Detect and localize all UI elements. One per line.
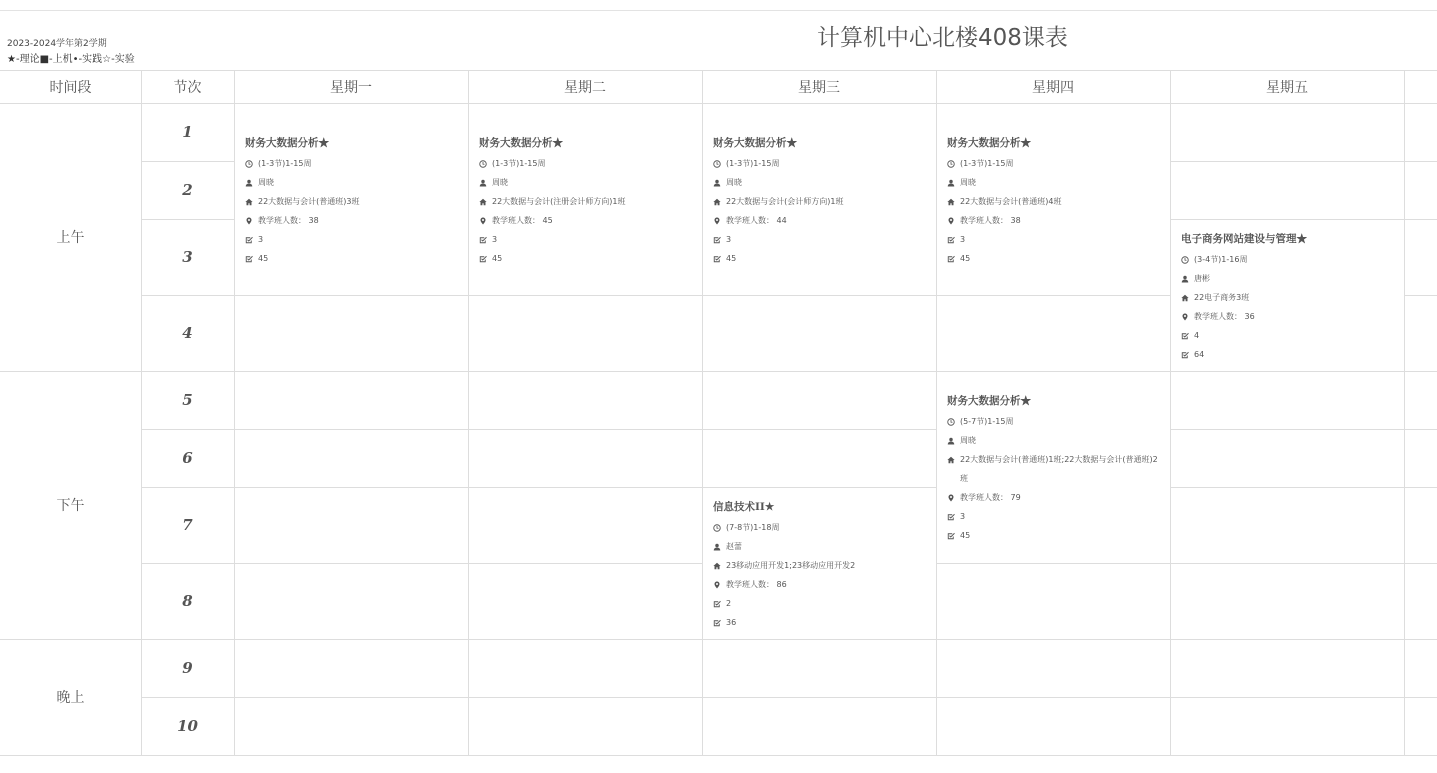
column-header-tuesday: 星期二 [564,80,606,96]
course-card[interactable] [479,135,699,268]
course-teacher-row [1181,269,1401,288]
course-time-row [713,518,933,537]
course-time: (1-3节)1-15周 [492,159,546,168]
course-teacher: 赵蕾 [726,542,742,551]
course-value-b: 45 [960,254,971,263]
course-name: 财务大数据分析★ [713,137,797,149]
home-icon [1181,288,1194,307]
grid-line [468,487,702,488]
grid-line [1170,563,1404,564]
course-teacher-row [713,173,933,192]
period-number: 7 [182,516,193,534]
course-time-row [1181,250,1401,269]
grid-line [1404,161,1437,162]
grid-line [1170,487,1404,488]
course-time: (7-8节)1-18周 [726,523,780,532]
course-value-b-row [479,249,699,268]
course-classes: 22电子商务3班 [1194,293,1250,302]
clock-icon [245,154,258,173]
course-classes: 22大数据与会计(普通班)3班 [258,197,360,206]
timetable-header [0,11,1437,71]
column-header-period: 节次 [173,80,202,96]
check-square-icon [947,526,960,545]
course-students: 教学班人数： 79 [960,493,1021,502]
grid-line [468,697,702,698]
course-time-row [713,154,933,173]
course-value-b: 36 [726,618,737,627]
user-icon [479,173,492,192]
slot-evening: 晚上 [56,690,85,706]
home-icon [713,556,726,575]
course-time-row [947,154,1167,173]
course-students: 教学班人数： 45 [492,216,553,225]
grid-line [468,563,702,564]
grid-line [1404,295,1437,296]
map-marker-icon [947,488,960,507]
map-marker-icon [713,211,726,230]
user-icon [1181,269,1194,288]
course-time-row [947,412,1163,431]
course-value-a: 3 [726,235,732,244]
course-classes: 23移动应用开发1;23移动应用开发2 [726,561,856,570]
course-card[interactable] [1181,231,1401,364]
course-teacher-row [479,173,699,192]
course-classes-row [947,450,1163,488]
clock-icon [947,154,960,173]
course-value-b-row [947,526,1163,545]
column-header-timeslot: 时间段 [49,80,92,96]
course-classes: 22大数据与会计(注册会计师方向)1班 [492,197,626,206]
grid-line [702,487,936,488]
grid-line [234,697,468,698]
grid-line [1170,697,1404,698]
check-square-icon [1181,345,1194,364]
course-value-b-row [1181,345,1401,364]
user-icon [947,431,960,450]
home-icon [947,192,960,211]
course-students: 教学班人数： 36 [1194,312,1255,321]
grid-line [936,563,1170,564]
course-classes-row [713,192,933,211]
user-icon [947,173,960,192]
course-value-a-row [1181,326,1401,345]
course-classes-row [479,192,699,211]
column-header-friday: 星期五 [1266,80,1308,96]
course-students-row [1181,307,1401,326]
course-time-row [479,154,699,173]
course-teacher-row [713,537,933,556]
course-name: 信息技术II★ [713,501,775,513]
slot-morning: 上午 [56,230,85,246]
grid-line [702,71,703,755]
user-icon [713,173,726,192]
grid-line [1404,697,1437,698]
home-icon [947,450,960,469]
check-square-icon [713,613,726,632]
course-teacher: 周晓 [258,178,274,187]
course-value-a: 4 [1194,331,1200,340]
course-time-row [245,154,465,173]
grid-line [936,295,1170,296]
course-value-a: 3 [960,512,966,521]
course-teacher-row [245,173,465,192]
course-value-a: 3 [492,235,498,244]
course-classes: 22大数据与会计(会计师方向)1班 [726,197,844,206]
course-card[interactable] [713,135,933,268]
period-number: 2 [182,181,193,199]
check-square-icon [479,230,492,249]
period-number: 9 [182,659,193,677]
user-icon [245,173,258,192]
course-classes-row [947,192,1167,211]
user-icon [713,537,726,556]
grid-line [0,755,1437,756]
course-value-a-row [713,230,933,249]
column-header-monday: 星期一 [330,80,372,96]
check-square-icon [245,230,258,249]
course-value-a: 3 [258,235,264,244]
course-name: 财务大数据分析★ [245,137,329,149]
grid-line [1404,219,1437,220]
course-value-b-row [713,249,933,268]
course-value-a: 2 [726,599,732,608]
course-value-a-row [713,594,933,613]
course-name: 财务大数据分析★ [947,395,1031,407]
course-name: 财务大数据分析★ [947,137,1031,149]
course-value-a-row [947,507,1163,526]
column-header-thursday: 星期四 [1032,80,1074,96]
course-students-row [947,488,1163,507]
grid-line [1404,429,1437,430]
course-time: (3-4节)1-16周 [1194,255,1248,264]
course-students-row [479,211,699,230]
grid-line [234,487,468,488]
course-students: 教学班人数： 38 [258,216,319,225]
course-students-row [713,211,933,230]
grid-line [936,697,1170,698]
timetable [0,10,1437,755]
check-square-icon [245,249,258,268]
grid-line [702,697,936,698]
home-icon [479,192,492,211]
course-value-a: 3 [960,235,966,244]
grid-line [936,71,937,755]
slot-afternoon: 下午 [56,498,85,514]
clock-icon [479,154,492,173]
map-marker-icon [479,211,492,230]
period-number: 5 [182,391,193,409]
check-square-icon [947,230,960,249]
grid-line [1170,219,1404,220]
course-time: (1-3节)1-15周 [726,159,780,168]
course-name: 财务大数据分析★ [479,137,563,149]
grid-line [1404,487,1437,488]
course-value-b: 45 [726,254,737,263]
course-teacher: 周晓 [960,178,976,187]
course-students-row [947,211,1167,230]
check-square-icon [713,594,726,613]
grid-line [468,295,702,296]
period-number: 4 [182,324,193,342]
grid-line [1170,161,1404,162]
period-number: 1 [182,123,193,141]
course-value-b-row [947,249,1167,268]
semester-label: 2023-2024学年第2学期 [7,39,107,49]
course-type-legend: ★-理论■-上机•-实践☆-实验 [7,54,135,65]
course-value-b-row [245,249,465,268]
map-marker-icon [713,575,726,594]
course-teacher: 周晓 [960,436,976,445]
check-square-icon [479,249,492,268]
course-students: 教学班人数： 86 [726,580,787,589]
check-square-icon [713,230,726,249]
course-value-b-row [713,613,933,632]
clock-icon [713,518,726,537]
course-classes: 22大数据与会计(普通班)1班;22大数据与会计(普通班)2班 [960,455,1158,483]
period-number: 6 [182,449,193,467]
course-name: 电子商务网站建设与管理★ [1181,233,1307,245]
grid-line [1404,563,1437,564]
course-teacher: 唐彬 [1194,274,1210,283]
course-students: 教学班人数： 44 [726,216,787,225]
home-icon [245,192,258,211]
map-marker-icon [1181,307,1194,326]
grid-line [234,71,235,755]
course-teacher: 周晓 [726,178,742,187]
course-classes-row [713,556,933,575]
course-classes-row [1181,288,1401,307]
grid-line [234,429,468,430]
period-number: 10 [177,717,198,735]
course-value-b: 64 [1194,350,1205,359]
clock-icon [947,412,960,431]
course-value-a-row [245,230,465,249]
period-number: 3 [182,248,193,266]
grid-line [1404,71,1405,755]
check-square-icon [947,507,960,526]
course-value-a-row [479,230,699,249]
grid-line [234,295,468,296]
course-time: (1-3节)1-15周 [258,159,312,168]
clock-icon [713,154,726,173]
course-teacher-row [947,173,1167,192]
course-value-b: 45 [258,254,269,263]
map-marker-icon [947,211,960,230]
check-square-icon [947,249,960,268]
course-value-b: 45 [492,254,503,263]
course-card[interactable] [947,135,1167,268]
home-icon [713,192,726,211]
course-card[interactable] [245,135,465,268]
grid-line [702,295,936,296]
course-value-a-row [947,230,1167,249]
course-classes-row [245,192,465,211]
check-square-icon [1181,326,1194,345]
column-header-wednesday: 星期三 [798,80,840,96]
grid-line [1170,71,1171,755]
course-value-b: 45 [960,531,971,540]
course-students-row [713,575,933,594]
course-card[interactable] [713,499,933,632]
course-time: (1-3节)1-15周 [960,159,1014,168]
grid-line [468,71,469,755]
period-number: 8 [182,592,193,610]
grid-line [1170,429,1404,430]
page-title: 计算机中心北楼408课表 [817,25,1068,51]
course-teacher: 周晓 [492,178,508,187]
course-teacher-row [947,431,1163,450]
course-time: (5-7节)1-15周 [960,417,1014,426]
course-card[interactable] [947,393,1163,545]
map-marker-icon [245,211,258,230]
clock-icon [1181,250,1194,269]
grid-line [702,429,936,430]
course-students-row [245,211,465,230]
course-students: 教学班人数： 38 [960,216,1021,225]
grid-line [234,563,468,564]
course-classes: 22大数据与会计(普通班)4班 [960,197,1062,206]
grid-line [468,429,702,430]
check-square-icon [713,249,726,268]
